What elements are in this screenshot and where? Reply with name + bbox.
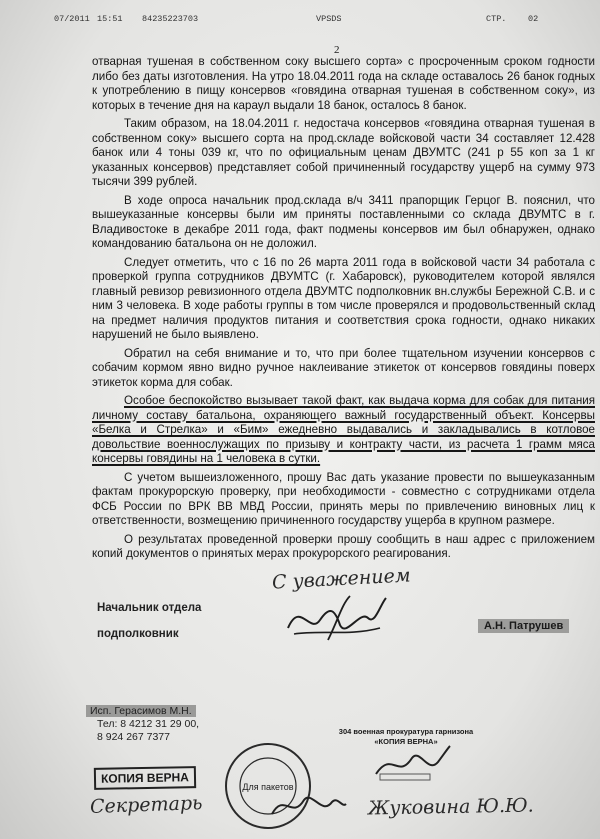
fax-sender: VPSDS [316,14,342,24]
page-number: 2 [334,44,340,56]
prosecutor-stamp-line2: «КОПИЯ ВЕРНА» [374,737,438,746]
paragraph-1: отварная тушеная в собственном соку высшего сорта» с просроченным сроком годности либо без даты изготовления. На утро 18.04.2011 года на складе оставалось 26 банок годных к употреблению в пищу консервов «говядина отварная тушеная в собственном соку», из которых в течение дня на караул выдали 18 банок, осталось 8 банок. [92,55,595,112]
fax-time: 15:51 [97,14,123,24]
fax-header [0,14,600,28]
executor-block [86,705,199,744]
signer-name: А.Н. Патрушев [478,619,569,633]
letter-body [92,55,595,566]
secretary-signature [268,788,348,824]
results-paragraph: О результатах проведенной проверки прошу сообщить в наш адрес с приложением копий документов о принятых мерах прокурорского реагирования. [92,532,595,560]
handwritten-secretary: Секретарь [89,792,203,818]
paragraph-5: Обратил на себя внимание и то, что при более тщательном изучении консервов с собачим кормом явно видно ручное наклеивание этикеток от консервов говядины поверх этикеток корма для собак. [92,346,595,389]
fax-page-number: 02 [528,14,539,24]
prosecutor-stamp-line1: 304 военная прокуратура гарнизона [338,727,474,736]
highlighted-paragraph: Особое беспокойство вызывает такой факт, как выдача корма для собак для питания личному составу батальона, охраняющего важный государственный объект. Консервы «Белка и Стрелка» и «Бим» ежедневно выдавались и закладывались в котловое довольствие военнослужащих по призыву и контракту части, из расчета 1 грамм мяса консервы говядины на 1 человека в сутки. [92,394,595,465]
round-seal-text: Для пакетов [242,782,294,792]
signer-title: Начальник отдела [97,602,202,614]
prosecutor-stamp-signature [372,744,452,784]
signature-scribble [280,590,390,645]
fax-date: 07/2011 [54,14,90,24]
fax-page-label: СТР. [486,14,507,24]
executor-name: Исп. Герасимов М.Н. [86,705,196,717]
signer-rank: подполковник [97,628,179,640]
request-paragraph: С учетом вышеизложенного, прошу Вас дать указание провести по вышеуказанным фактам прокурорскую проверку, при необходимости - совместно с сотрудниками отдела ФСБ России по ВРК ВВ МВД России, принять меры по привлечению виновных лиц к ответственности, возмещению причиненного государству ущерба в крупном размере. [92,470,595,527]
paragraph-2: Таким образом, на 18.04.2011 г. недостача консервов «говядина отварная тушеная в собственном соку» высшего сорта на прод.складе войсковой части 34 составляет 12.428 банок или 4 тоны 039 кг, что по официальным ценам ДВУМТС (241 р 55 коп за 1 кг указанных консервов) представляет собой причиненный государству ущерб на сумму 973 тысячи 399 рублей. [92,117,595,188]
handwritten-secretary-name: Жуковина Ю.Ю. [367,794,534,820]
paragraph-3: В ходе опроса начальник прод.склада в/ч 3411 прапорщик Герцог В. пояснил, что вышеуказанные консервы были им приняты поставленными со склада ДВУМТС в г. Владивостоке в декабре 2011 года, факт подмены консервов им был обнаружен, однако командованию батальона он не доложил. [92,193,595,250]
executor-mobile: 8 924 267 7377 [97,731,170,743]
executor-phone: Тел: 8 4212 31 29 00, [97,718,200,730]
fax-phone: 84235223703 [142,14,199,24]
copy-stamp: КОПИЯ ВЕРНА [94,766,196,790]
paragraph-4: Следует отметить, что с 16 по 26 марта 2011 года в войсковой части 34 работала с проверкой группа сотрудников ДВУМТС (г. Хабаровск), руководителем которой являлся главный ревизор ревизионного отдела ДВУМТС подполковник вн.службы Бережной С.В. и с ним 3 человека. В ходе работы группы в том числе проверялся и продовольственный склад на предмет наличия продуктов питания и соответствия срока годности, однако никаких нарушений не было выявлено. [92,255,595,341]
handwritten-greeting: С уважением [271,564,412,594]
